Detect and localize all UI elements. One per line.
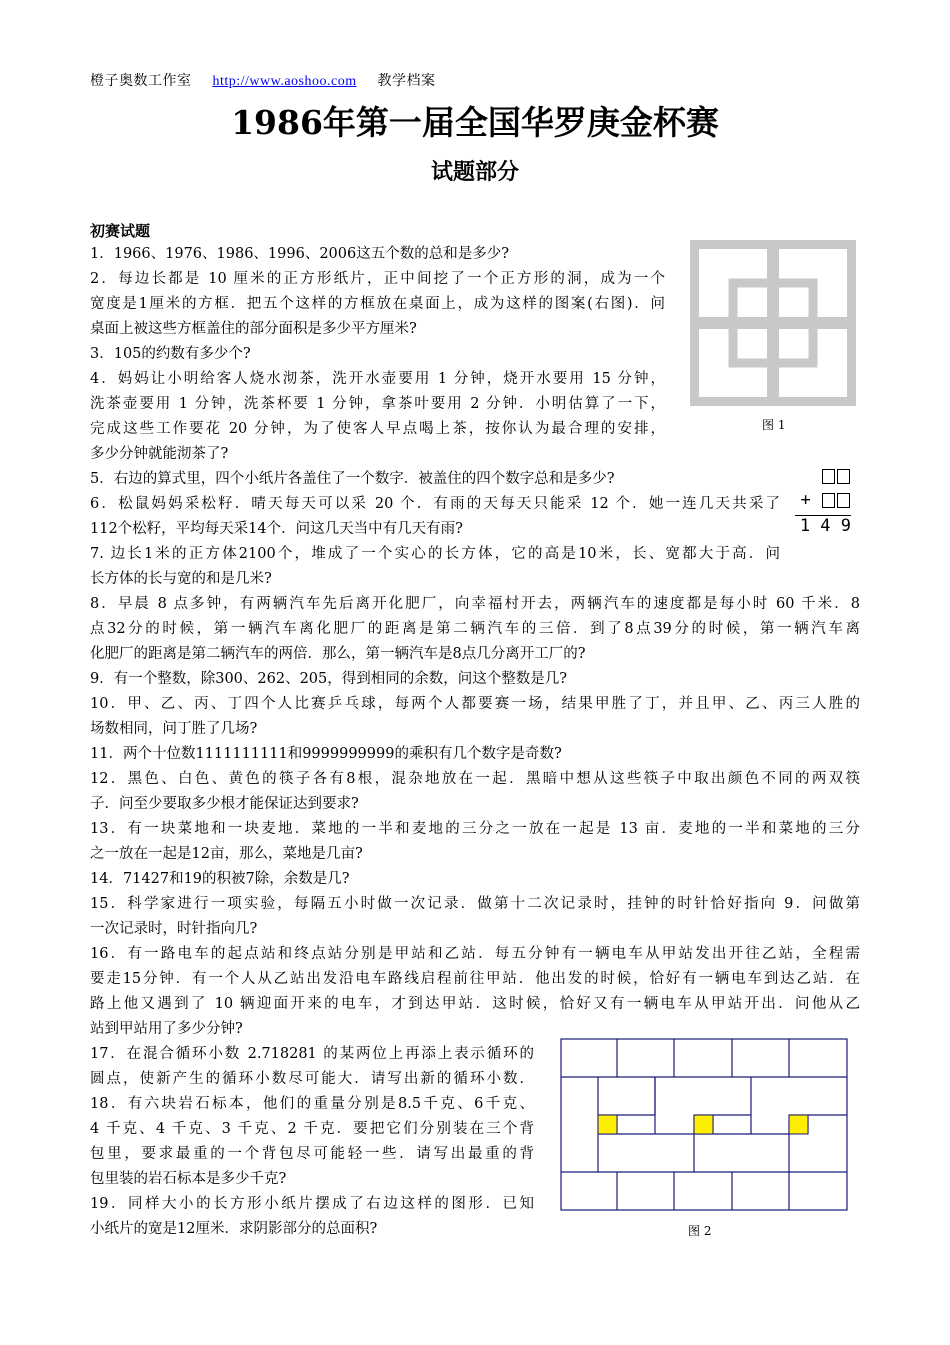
question-line: 2．每边长都是 10 厘米的正方形纸片，正中间挖了一个正方形的洞，成为一个	[90, 271, 665, 287]
figure-1-caption: 图 1	[762, 418, 786, 432]
question-line: 完成这些工作要花 20 分钟，为了使客人早点喝上茶，按你认为最合理的安排，	[90, 421, 665, 437]
question-line: 7. 边长1米的正方体2100个，堆成了一个实心的长方体，它的高是10米，长、宽都大于高．问	[90, 546, 780, 562]
question-line: 8．早晨 8 点多钟，有两辆汽车先后离开化肥厂，向幸福村开去，两辆汽车的速度都是每小时 60 千米．8	[90, 596, 860, 612]
page-title: 1986年第一届全国华罗庚金杯赛	[231, 103, 719, 142]
question-line: 包里装的岩石标本是多少千克?	[90, 1171, 287, 1187]
question-line: 小纸片的宽是12厘米．求阴影部分的总面积?	[90, 1221, 378, 1237]
question-line: 包里，要求最重的一个背包尽可能轻一些．请写出最重的背	[90, 1146, 534, 1162]
question-line: 场数相同，问丁胜了几场?	[90, 721, 258, 737]
figure-2-caption: 图 2	[688, 1224, 712, 1238]
question-line: 12．黑色、白色、黄色的筷子各有8根，混杂地放在一起．黑暗中想从这些筷子中取出颜色不同的两双筷	[90, 771, 860, 787]
header-label: 教学档案	[377, 73, 436, 89]
addend-row-1	[795, 466, 851, 490]
frame-group	[695, 245, 852, 402]
addend-row-2	[795, 490, 851, 514]
shaded-square	[598, 1115, 617, 1134]
page-subtitle: 试题部分	[430, 159, 519, 185]
question-line: 13．有一块菜地和一块麦地．菜地的一半和麦地的三分之一放在一起是 13 亩．麦地的一半和菜地的三分	[90, 821, 860, 837]
plus-sign: +	[800, 490, 811, 510]
sum-result: 1 4 9	[799, 516, 851, 536]
question-line: 圆点，使新产生的循环小数尽可能大．请写出新的循环小数．	[90, 1071, 534, 1087]
covered-digit	[822, 469, 835, 484]
question-line: 1．1966、1976、1986、1996、2006这五个数的总和是多少?	[90, 246, 510, 262]
question-line: 17．在混合循环小数 2.718281 的某两位上再添上表示循环的	[90, 1046, 534, 1062]
question-line: 3．105的约数有多少个?	[90, 346, 251, 362]
page-header	[90, 70, 436, 90]
question-line: 19．同样大小的长方形小纸片摆成了右边这样的图形．已知	[90, 1196, 534, 1212]
question-line: 桌面上被这些方框盖住的部分面积是多少平方厘米?	[90, 321, 417, 337]
question-line: 6．松鼠妈妈采松籽．晴天每天可以采 20 个．有雨的天每天只能采 12 个．她一连几天共采了	[90, 496, 780, 512]
question-line: 4 千克、4 千克、3 千克、2 千克．要把它们分别装在三个背	[90, 1121, 534, 1137]
covered-digit	[822, 493, 835, 508]
question-line: 112个松籽，平均每天采14个．问这几天当中有几天有雨?	[90, 521, 463, 537]
question-line: 路上他又遇到了 10 辆迎面开来的电车，才到达甲站．这时候，恰好又有一辆电车从甲站开出．问他从乙	[90, 996, 860, 1012]
shaded-squares	[598, 1115, 808, 1134]
addition-problem	[795, 466, 851, 540]
studio-name: 橙子奥数工作室	[90, 73, 192, 89]
question-line: 5．右边的算式里，四个小纸片各盖住了一个数字．被盖住的四个数字总和是多少?	[90, 471, 615, 487]
question-line: 之一放在一起是12亩，那么，菜地是几亩?	[90, 846, 363, 862]
question-line: 一次记录时，时针指向几?	[90, 921, 258, 937]
figure-2-tiling	[560, 1038, 850, 1212]
website-link[interactable]: http://www.aoshoo.com	[212, 74, 357, 89]
question-line: 4．妈妈让小明给客人烧水沏茶，洗开水壶要用 1 分钟，烧开水要用 15 分钟，	[90, 371, 665, 387]
shaded-square	[789, 1115, 808, 1134]
covered-digit	[837, 469, 850, 484]
shaded-square	[694, 1115, 713, 1134]
question-line: 多少分钟就能沏茶了?	[90, 446, 229, 462]
question-line: 子．问至少要取多少根才能保证达到要求?	[90, 796, 359, 812]
question-line: 9．有一个整数，除300、262、205，得到相同的余数，问这个整数是几?	[90, 671, 568, 687]
question-line: 11．两个十位数1111111111和9999999999的乘积有几个数字是奇数?	[90, 746, 562, 762]
section-heading: 初赛试题	[90, 222, 151, 240]
question-line: 洗茶壶要用 1 分钟，洗茶杯要 1 分钟，拿茶叶要用 2 分钟．小明估算了一下，	[90, 396, 665, 412]
question-line: 宽度是1厘米的方框．把五个这样的方框放在桌面上，成为这样的图案(右图)．问	[90, 296, 665, 312]
question-line: 15．科学家进行一项实验，每隔五小时做一次记录．做第十二次记录时，挂钟的时针恰好指向 9．问做第	[90, 896, 860, 912]
figure-1-frames	[690, 240, 856, 406]
covered-digit	[837, 493, 850, 508]
question-line: 14．71427和19的积被7除，余数是几?	[90, 871, 350, 887]
question-line: 16．有一路电车的起点站和终点站分别是甲站和乙站．每五分钟有一辆电车从甲站发出开往乙站，全程需	[90, 946, 860, 962]
question-line: 化肥厂的距离是第二辆汽车的两倍．那么，第一辆汽车是8点几分离开工厂的?	[90, 646, 586, 662]
question-line: 长方体的长与宽的和是几米?	[90, 571, 272, 587]
question-line: 站到甲站用了多少分钟?	[90, 1021, 243, 1037]
question-line: 10．甲、乙、丙、丁四个人比赛乒乓球，每两个人都要赛一场，结果甲胜了丁，并且甲、乙、丙三人胜的	[90, 696, 860, 712]
question-line: 18．有六块岩石标本，他们的重量分别是8.5千克、6千克、	[90, 1096, 534, 1112]
question-line: 点32分的时候，第一辆汽车离化肥厂的距离是第二辆汽车的三倍．到了8点39分的时候，第一辆汽车离	[90, 621, 860, 637]
question-line: 要走15分钟．有一个人从乙站出发沿电车路线启程前往甲站．他出发的时候，恰好有一辆电车到达乙站．在	[90, 971, 860, 987]
